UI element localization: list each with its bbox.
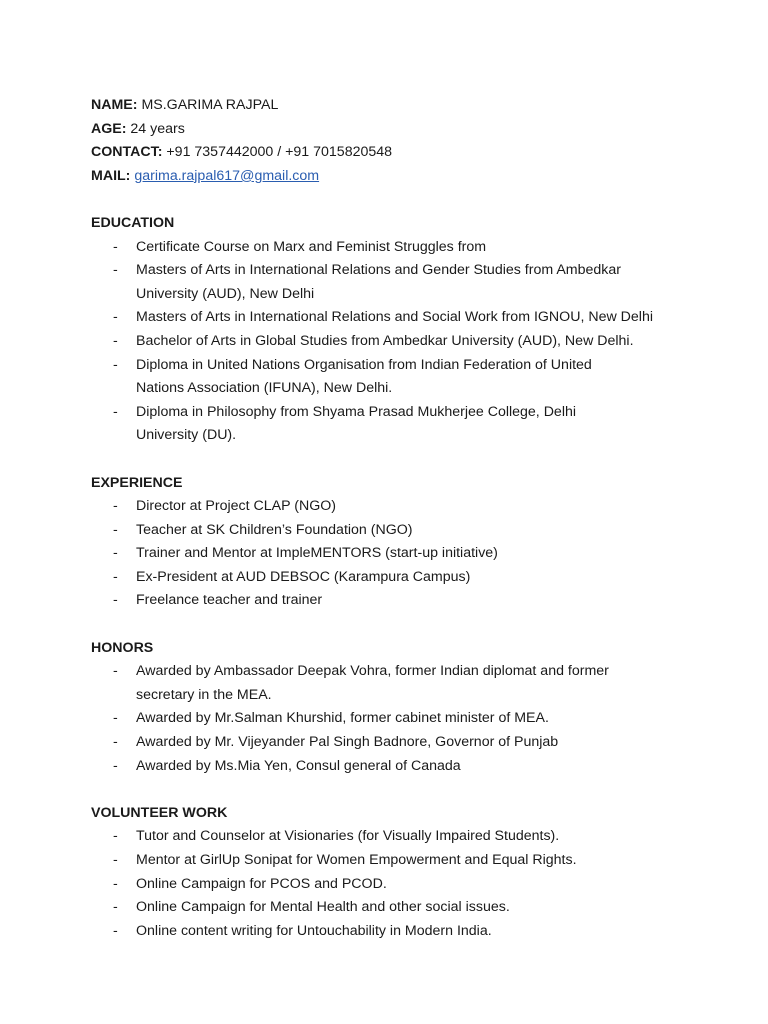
bullet-dash: - <box>113 852 118 868</box>
name-value: MS.GARIMA RAJPAL <box>137 97 279 113</box>
bullet-dash: - <box>113 592 118 609</box>
list-item <box>91 330 691 354</box>
education-heading: EDUCATION <box>91 214 175 231</box>
list-item-text: University (AUD), New Delhi <box>136 285 315 302</box>
list-item-text: Trainer and Mentor at ImpleMENTORS (start-up initiative) <box>136 545 498 562</box>
list-item <box>91 920 691 944</box>
experience-heading: EXPERIENCE <box>91 474 183 491</box>
list-item <box>91 825 691 849</box>
list-item <box>91 707 691 731</box>
list-item <box>91 495 691 519</box>
list-item-text: Awarded by Ms.Mia Yen, Consul general of Canada <box>136 757 461 774</box>
honors-section <box>91 637 691 779</box>
bullet-dash: - <box>113 521 118 538</box>
mail-line <box>91 165 691 189</box>
bullet-dash: - <box>113 899 118 916</box>
list-item-text: Awarded by Mr.Salman Khurshid, former cabinet minister of MEA. <box>136 710 549 727</box>
experience-list <box>91 495 691 613</box>
bullet-dash: - <box>113 238 118 255</box>
age-value: 24 years <box>126 120 185 137</box>
list-item <box>91 519 691 543</box>
list-item-text: Masters of Arts in International Relations and Gender Studies from Ambedkar <box>136 262 621 279</box>
contact-value: +91 7357442000 / +91 7015820548 <box>162 144 393 161</box>
bullet-dash: - <box>113 309 118 326</box>
bullet-dash: - <box>113 828 118 845</box>
volunteer-heading: VOLUNTEER WORK <box>91 804 228 821</box>
bullet-dash: - <box>113 875 118 892</box>
list-item <box>91 354 691 401</box>
bullet-dash: - <box>113 757 118 774</box>
list-item <box>91 755 691 779</box>
list-item-text: Freelance teacher and trainer <box>136 592 323 609</box>
list-item-text: Online Campaign for PCOS and PCOD. <box>136 875 387 892</box>
list-item-text: Awarded by Ambassador Deepak Vohra, former Indian diplomat and former <box>136 663 609 680</box>
list-item <box>91 849 691 873</box>
list-item <box>91 589 691 613</box>
list-item-text: secretary in the MEA. <box>136 686 272 703</box>
list-item-text: Mentor at GirlUp Sonipat for Women Empowerment and Equal Rights. <box>136 852 577 868</box>
mail-label: MAIL: <box>91 167 131 184</box>
bullet-dash: - <box>113 262 118 279</box>
list-item-text: Nations Association (IFUNA), New Delhi. <box>136 380 393 397</box>
honors-list <box>91 660 691 778</box>
bullet-dash: - <box>113 545 118 562</box>
list-item <box>91 896 691 920</box>
list-item <box>91 236 691 260</box>
list-item-text: Online content writing for Untouchability in Modern India. <box>136 922 492 939</box>
honors-heading: HONORS <box>91 639 154 656</box>
list-item-text: Ex-President at AUD DEBSOC (Karampura Campus) <box>136 568 471 585</box>
list-item <box>91 306 691 330</box>
bullet-dash: - <box>113 922 118 939</box>
bullet-dash: - <box>113 568 118 585</box>
contact-label: CONTACT: <box>91 144 163 161</box>
age-label: AGE: <box>91 120 127 137</box>
list-item <box>91 259 691 306</box>
list-item-text: Director at Project CLAP (NGO) <box>136 498 336 515</box>
list-item-text: Online Campaign for Mental Health and other social issues. <box>136 899 510 916</box>
list-item-text: Diploma in United Nations Organisation from Indian Federation of United <box>136 356 592 373</box>
bullet-dash: - <box>113 403 118 420</box>
list-item-text: Diploma in Philosophy from Shyama Prasad Mukherjee College, Delhi <box>136 403 577 420</box>
contact-line <box>91 141 691 165</box>
list-item-text: Teacher at SK Children’s Foundation (NGO) <box>136 521 413 538</box>
list-item <box>91 660 691 707</box>
list-item-text: University (DU). <box>136 427 237 444</box>
list-item-text: Masters of Arts in International Relations and Social Work from IGNOU, New Delhi <box>136 309 653 326</box>
volunteer-list <box>91 825 691 943</box>
bullet-dash: - <box>113 663 118 680</box>
bullet-dash: - <box>113 710 118 727</box>
list-item-text: Bachelor of Arts in Global Studies from Ambedkar University (AUD), New Delhi. <box>136 332 634 349</box>
experience-section <box>91 472 691 614</box>
list-item <box>91 401 691 448</box>
list-item-text: Certificate Course on Marx and Feminist Struggles from <box>136 238 487 255</box>
bullet-dash: - <box>113 734 118 751</box>
list-item <box>91 731 691 755</box>
education-list <box>91 236 691 448</box>
bullet-dash: - <box>113 332 118 349</box>
list-item <box>91 542 691 566</box>
resume-document <box>91 94 691 943</box>
name-label: NAME: <box>91 97 138 113</box>
education-section <box>91 212 691 448</box>
volunteer-section <box>91 802 691 944</box>
list-item-text: Tutor and Counselor at Visionaries (for Visually Impaired Students). <box>136 828 560 845</box>
list-item-text: Awarded by Mr. Vijeyander Pal Singh Badnore, Governor of Punjab <box>136 734 559 751</box>
bullet-dash: - <box>113 498 118 515</box>
email-link[interactable]: garima.rajpal617@gmail.com <box>134 167 320 184</box>
bullet-dash: - <box>113 356 118 373</box>
age-line <box>91 118 691 142</box>
list-item <box>91 873 691 897</box>
list-item <box>91 566 691 590</box>
name-line <box>91 94 691 118</box>
